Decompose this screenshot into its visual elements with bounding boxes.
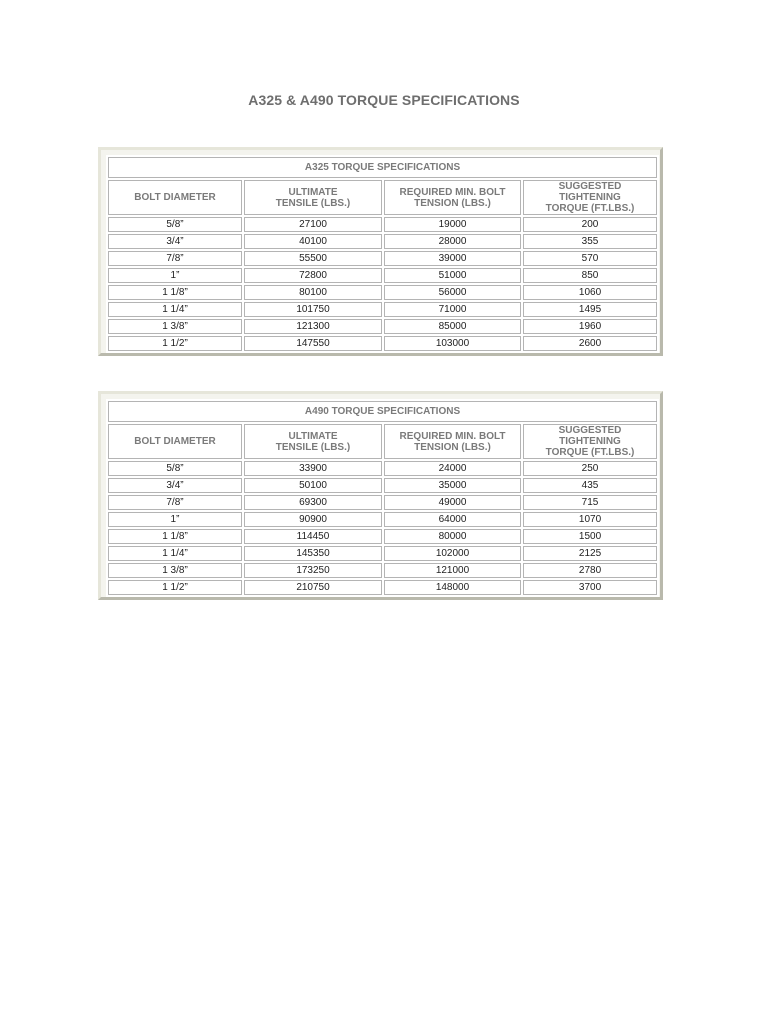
table-cell: 3/4” — [108, 478, 242, 493]
table-row — [108, 546, 657, 561]
table-cell: 7/8” — [108, 251, 242, 266]
table-cell: 2125 — [523, 546, 657, 561]
table-cell: 2780 — [523, 563, 657, 578]
table-cell: 210750 — [244, 580, 382, 595]
table-cell: 56000 — [384, 285, 521, 300]
table-cell: 27100 — [244, 217, 382, 232]
table-cell: 1060 — [523, 285, 657, 300]
table-cell: 55500 — [244, 251, 382, 266]
table-cell: 1 3/8” — [108, 563, 242, 578]
table-row — [108, 268, 657, 283]
table-cell: 1070 — [523, 512, 657, 527]
table-cell: 1 3/8” — [108, 319, 242, 334]
table-header-row — [108, 424, 657, 459]
table-row — [108, 529, 657, 544]
table-cell: 148000 — [384, 580, 521, 595]
table-row — [108, 319, 657, 334]
table-cell: 1 1/2” — [108, 336, 242, 351]
table-cell: 1 1/8” — [108, 529, 242, 544]
a325-spec-table-frame — [98, 147, 663, 356]
table-cell: 355 — [523, 234, 657, 249]
column-header: ULTIMATE TENSILE (LBS.) — [244, 424, 382, 459]
table-row — [108, 251, 657, 266]
table-cell: 49000 — [384, 495, 521, 510]
table-header-row — [108, 180, 657, 215]
table-cell: 250 — [523, 461, 657, 476]
table-cell: 71000 — [384, 302, 521, 317]
table-cell: 1500 — [523, 529, 657, 544]
table-cell: 50100 — [244, 478, 382, 493]
table-cell: 24000 — [384, 461, 521, 476]
table-cell: 435 — [523, 478, 657, 493]
table-cell: 35000 — [384, 478, 521, 493]
table-cell: 101750 — [244, 302, 382, 317]
table-cell: 173250 — [244, 563, 382, 578]
table-row — [108, 217, 657, 232]
table-cell: 3/4” — [108, 234, 242, 249]
table-row — [108, 478, 657, 493]
table-cell: 2600 — [523, 336, 657, 351]
table-cell: 570 — [523, 251, 657, 266]
table-cell: 1495 — [523, 302, 657, 317]
table-cell: 1960 — [523, 319, 657, 334]
table-cell: 102000 — [384, 546, 521, 561]
table-cell: 715 — [523, 495, 657, 510]
table-cell: 39000 — [384, 251, 521, 266]
a325-spec-table — [106, 155, 659, 353]
table-row — [108, 285, 657, 300]
table-row — [108, 234, 657, 249]
table-cell: 1” — [108, 268, 242, 283]
table-cell: 28000 — [384, 234, 521, 249]
column-header: ULTIMATE TENSILE (LBS.) — [244, 180, 382, 215]
table-row — [108, 461, 657, 476]
table-cell: 1 1/2” — [108, 580, 242, 595]
table-cell: 121000 — [384, 563, 521, 578]
table-cell: 1” — [108, 512, 242, 527]
table-cell: 1 1/4” — [108, 546, 242, 561]
table-cell: 7/8” — [108, 495, 242, 510]
table-cell: 51000 — [384, 268, 521, 283]
table-cell: 90900 — [244, 512, 382, 527]
table-cell: 200 — [523, 217, 657, 232]
column-header: SUGGESTED TIGHTENING TORQUE (FT.LBS.) — [523, 424, 657, 459]
table-cell: 72800 — [244, 268, 382, 283]
table-row — [108, 495, 657, 510]
table-caption-row — [108, 157, 657, 178]
table-cell: 121300 — [244, 319, 382, 334]
table-cell: 85000 — [384, 319, 521, 334]
table-cell: 114450 — [244, 529, 382, 544]
table-cell: 5/8” — [108, 461, 242, 476]
table-cell: 80000 — [384, 529, 521, 544]
table-row — [108, 512, 657, 527]
column-header: SUGGESTED TIGHTENING TORQUE (FT.LBS.) — [523, 180, 657, 215]
table-caption: A325 TORQUE SPECIFICATIONS — [108, 157, 657, 178]
table-caption-row — [108, 401, 657, 422]
table-cell: 3700 — [523, 580, 657, 595]
column-header: REQUIRED MIN. BOLT TENSION (LBS.) — [384, 424, 521, 459]
a490-spec-table — [106, 399, 659, 597]
table-caption: A490 TORQUE SPECIFICATIONS — [108, 401, 657, 422]
table-cell: 5/8” — [108, 217, 242, 232]
table-row — [108, 580, 657, 595]
table-cell: 40100 — [244, 234, 382, 249]
table-cell: 147550 — [244, 336, 382, 351]
page-title: A325 & A490 TORQUE SPECIFICATIONS — [248, 92, 520, 108]
table-row — [108, 563, 657, 578]
column-header: BOLT DIAMETER — [108, 180, 242, 215]
table-cell: 1 1/8” — [108, 285, 242, 300]
table-cell: 145350 — [244, 546, 382, 561]
table-cell: 33900 — [244, 461, 382, 476]
table-cell: 103000 — [384, 336, 521, 351]
table-cell: 69300 — [244, 495, 382, 510]
table-row — [108, 302, 657, 317]
column-header: BOLT DIAMETER — [108, 424, 242, 459]
column-header: REQUIRED MIN. BOLT TENSION (LBS.) — [384, 180, 521, 215]
table-cell: 1 1/4” — [108, 302, 242, 317]
table-cell: 850 — [523, 268, 657, 283]
table-row — [108, 336, 657, 351]
table-cell: 64000 — [384, 512, 521, 527]
a490-spec-table-frame — [98, 391, 663, 600]
table-cell: 80100 — [244, 285, 382, 300]
table-cell: 19000 — [384, 217, 521, 232]
